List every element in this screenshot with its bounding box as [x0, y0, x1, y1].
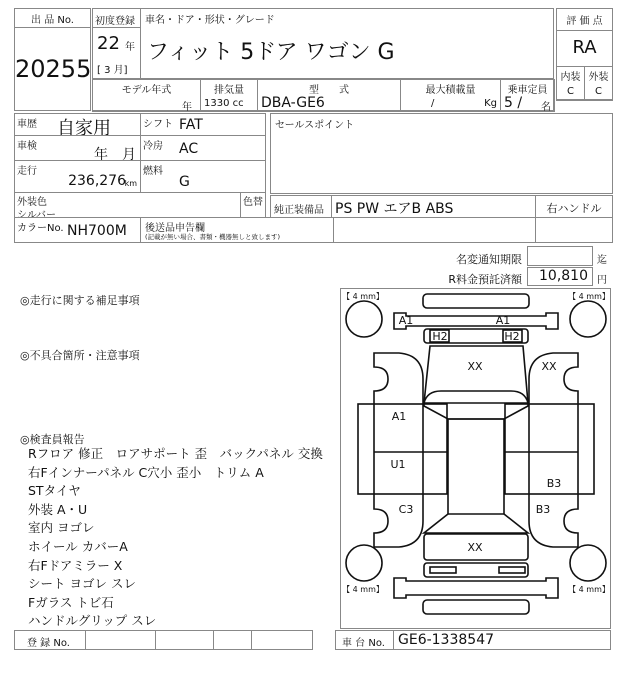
- mileage-unit: km: [124, 179, 137, 188]
- chassis-no-row: [335, 630, 611, 650]
- lot-label: 出 品 No.: [15, 11, 90, 28]
- color-no-value: NH700M: [67, 223, 127, 239]
- report-line: 右Fドアミラー X: [28, 557, 123, 573]
- inspector-report-label: ◎検査員報告: [20, 433, 85, 446]
- mileage-value: 236,276: [68, 173, 126, 189]
- tire-front-left-icon: [346, 301, 382, 337]
- deferred-cell: [140, 217, 334, 243]
- displacement: 1330 cc: [204, 98, 244, 109]
- roof: [448, 419, 504, 514]
- name-change-unit: 迄: [597, 255, 607, 266]
- fuel-cell: [140, 160, 266, 193]
- mark-left-rear-fender: C3: [398, 503, 414, 516]
- windshield: [424, 391, 528, 419]
- year-unit: 年: [125, 42, 135, 53]
- front-spoiler: [423, 294, 529, 308]
- front-bumper: [394, 313, 558, 329]
- left-front-fender: [374, 353, 423, 404]
- tire-rear-right-icon: [570, 545, 606, 581]
- fuel-label: 燃料: [143, 166, 163, 177]
- model-type: DBA-GE6: [261, 95, 325, 111]
- car-name: フィット 5ドア ワゴン G: [147, 40, 395, 65]
- mark-bumper-left: A1: [398, 314, 414, 327]
- specs-row: [92, 78, 554, 112]
- report-line: シート ヨゴレ スレ: [28, 576, 136, 592]
- mark-right-front-fender: XX: [541, 360, 557, 373]
- history-cell: [14, 113, 141, 139]
- report-line: Fガラス トビ石: [28, 594, 114, 610]
- history-label: 車歴: [17, 119, 37, 130]
- grade-label: 評 価 点: [566, 16, 603, 27]
- displacement-label: 排気量: [214, 85, 244, 96]
- model-year-label: モデル年式: [121, 85, 172, 96]
- sales-point-box: [270, 113, 613, 194]
- mark-bumper-right: A1: [495, 314, 511, 327]
- hood: [424, 346, 528, 403]
- mileage-cell: [14, 160, 141, 193]
- exterior-label: 外装: [588, 72, 609, 83]
- report-line: STタイヤ: [28, 483, 81, 499]
- tire-depth-fr: 【 4 mm】: [568, 292, 610, 301]
- inspection-value: 年 月: [94, 147, 136, 163]
- equipment-cell: [270, 195, 536, 218]
- rear-license-panel: [424, 563, 528, 577]
- mark-right-rear-door: B3: [546, 477, 562, 490]
- shift-cell: [140, 113, 266, 136]
- mark-left-front-door: A1: [391, 410, 407, 423]
- grade-box: [556, 8, 613, 100]
- equipment-value: PS PW エアB ABS: [335, 201, 454, 217]
- capacity-unit: 名: [541, 102, 551, 113]
- rear-window: [424, 514, 528, 533]
- tire-depth-rr: 【 4 mm】: [568, 585, 610, 594]
- deferred-note: (記載が無い場合、書類・機器無しと致します): [145, 233, 281, 241]
- name-change-box: [527, 246, 593, 266]
- tire-rear-left-icon: [346, 545, 382, 581]
- registration-no-label: 登 録 No.: [27, 638, 70, 649]
- grade-score: RA: [572, 37, 597, 58]
- lot-box: [14, 8, 91, 111]
- car-name-label: 車名・ドア・形状・グレード: [145, 15, 275, 26]
- chassis-no-label: 車 台 No.: [342, 638, 385, 649]
- lot-number: 20255: [15, 55, 92, 83]
- history-value: 自家用: [57, 118, 111, 139]
- inspection-cell: [14, 135, 141, 161]
- rear-skirt: [423, 600, 529, 614]
- steering-cell: [535, 195, 613, 218]
- deferred-value-cell: [333, 217, 536, 243]
- interior-grade: C: [567, 86, 574, 97]
- shift-label: シフト: [143, 119, 173, 130]
- mark-hood: XX: [467, 360, 483, 373]
- fuel-value: G: [179, 174, 190, 190]
- interior-label: 内装: [560, 72, 581, 83]
- aircon-cell: [140, 135, 266, 161]
- registration-no-row: [14, 630, 313, 650]
- right-rear-fender: [529, 494, 578, 547]
- exterior-grade: C: [595, 86, 602, 97]
- report-line: 右Fインナーパネル C穴小 歪小 トリム A: [28, 464, 264, 480]
- chassis-number: GE6-1338547: [398, 632, 495, 648]
- blank-cell: [535, 217, 613, 243]
- color-cell: [14, 192, 241, 221]
- mark-left-rear-door: U1: [390, 458, 406, 471]
- recycle-value: 10,810: [539, 268, 588, 284]
- registration-year: 22: [97, 33, 120, 54]
- report-line: ハンドルグリップ スレ: [28, 613, 157, 629]
- mileage-label: 走行: [17, 166, 37, 177]
- inspection-label: 車検: [17, 141, 37, 152]
- capacity-label: 乗車定員: [507, 85, 548, 96]
- report-line: Rフロア 修正 ロアサポート 歪 バックパネル 交換: [28, 446, 323, 461]
- max-load-unit: Kg: [484, 98, 497, 109]
- max-load-label: 最大積載量: [425, 85, 476, 96]
- color-change-label: 色替: [243, 197, 263, 208]
- aircon-label: 冷房: [143, 141, 163, 152]
- color-no-cell: [14, 217, 141, 243]
- aircon-value: AC: [179, 141, 199, 157]
- color-no-label: カラーNo.: [17, 223, 64, 234]
- equipment-label: 純正装備品: [274, 205, 324, 216]
- type-label: 型 式: [309, 85, 349, 96]
- color-change-cell: [240, 192, 266, 218]
- mark-right-rear-fender: B3: [535, 503, 551, 516]
- recycle-box: [527, 267, 593, 286]
- vehicle-info-box: [92, 8, 554, 111]
- damage-diagram: [340, 288, 611, 629]
- color-value: シルバー: [17, 210, 57, 221]
- recycle-unit: 円: [597, 275, 607, 286]
- deferred-label: 後送品申告欄: [145, 223, 205, 234]
- defects-label: ◎不具合箇所・注意事項: [20, 349, 140, 362]
- driving-remarks-label: ◎走行に関する補足事項: [20, 294, 140, 307]
- color-label: 外装色: [17, 197, 47, 208]
- mark-grille-right: H2: [504, 330, 520, 343]
- max-load: /: [431, 98, 435, 109]
- shift-value: FAT: [179, 117, 203, 133]
- steering-value: 右ハンドル: [546, 202, 602, 215]
- inspector-report-lines: [28, 445, 323, 631]
- registration-label: 初度登録: [95, 16, 135, 27]
- rear-bumper: [394, 578, 558, 598]
- tire-depth-rl: 【 4 mm】: [342, 585, 384, 594]
- recycle-label: R料金預託済額: [448, 273, 522, 286]
- report-line: ホイール カバーA: [28, 538, 128, 554]
- tire-front-right-icon: [570, 301, 606, 337]
- mark-trunk: XX: [467, 541, 483, 554]
- sales-point-label: セールスポイント: [275, 120, 355, 131]
- left-rear-fender: [374, 494, 423, 547]
- tire-depth-fl: 【 4 mm】: [342, 292, 384, 301]
- mark-grille-left: H2: [432, 330, 448, 343]
- capacity: 5 /: [504, 95, 523, 111]
- name-change-label: 名変通知期限: [456, 253, 522, 266]
- model-year-unit: 年: [182, 102, 192, 113]
- report-line: 外装 A・U: [28, 501, 88, 517]
- report-line: 室内 ヨゴレ: [28, 520, 95, 536]
- registration-month: [ 3 月]: [97, 65, 128, 76]
